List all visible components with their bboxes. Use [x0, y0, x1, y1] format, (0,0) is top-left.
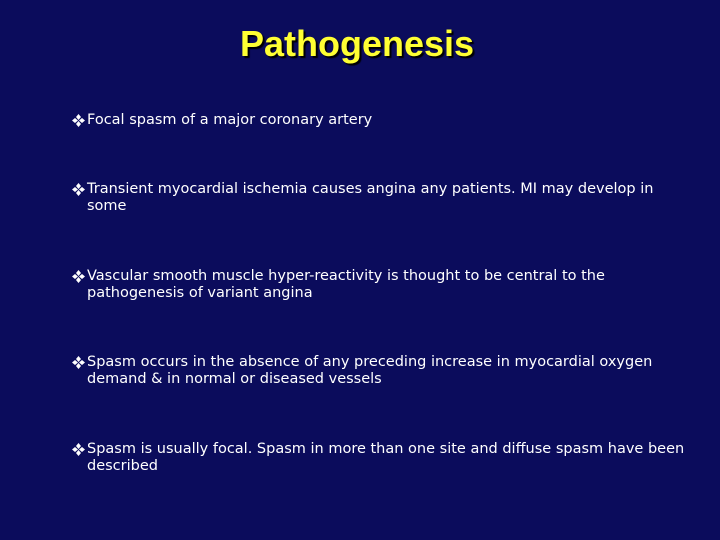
bullet-text: Spasm is usually focal. Spasm in more than one site and diffuse spasm have been described: [87, 441, 685, 474]
bullet-text: Spasm occurs in the absence of any preceding increase in myocardial oxygen demand & in normal or diseased vessels: [87, 354, 653, 387]
bullet-item: [72, 112, 692, 129]
bullet-text: Vascular smooth muscle hyper-reactivity is thought to be central to the pathogenesis of variant angina: [87, 268, 605, 301]
four-diamond-bullet-icon: [72, 354, 86, 371]
four-diamond-bullet-icon: [72, 181, 86, 198]
bullet-text: Focal spasm of a major coronary artery: [87, 112, 373, 128]
four-diamond-bullet-icon: [72, 441, 86, 458]
four-diamond-bullet-icon: [72, 268, 86, 285]
slide-title: Pathogenesis: [239, 23, 475, 64]
bullet-item: [72, 354, 692, 388]
bullet-item: [72, 181, 692, 215]
bullet-text: Transient myocardial ischemia causes angina any patients. MI may develop in some: [87, 181, 654, 214]
bullet-item: [72, 268, 692, 302]
four-diamond-bullet-icon: [72, 112, 86, 129]
bullet-item: [72, 441, 692, 475]
